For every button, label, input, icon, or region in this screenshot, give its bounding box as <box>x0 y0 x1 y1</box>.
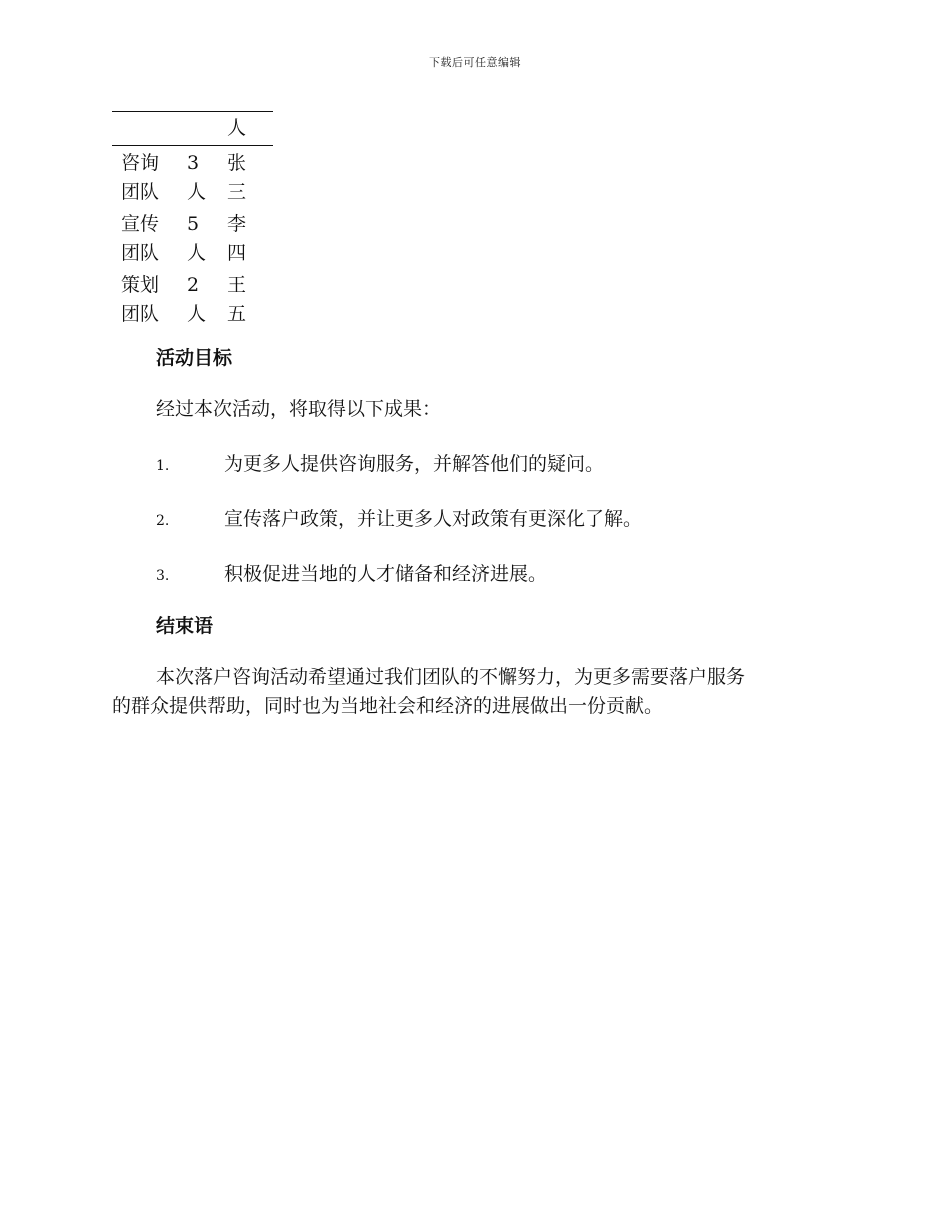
team-leader-line: 王 <box>227 274 247 296</box>
list-item-number: 2. <box>156 513 170 529</box>
goals-intro: 经过本次活动，将取得以下成果： <box>156 398 442 420</box>
list-item-text: 为更多人提供咨询服务，并解答他们的疑问。 <box>224 453 605 475</box>
team-name-line: 策划 <box>121 274 160 296</box>
conclusion-line: 本次落户咨询活动希望通过我们团队的不懈努力，为更多需要落户服务 <box>156 666 746 688</box>
page-header: 下载后可任意编辑 <box>429 56 521 69</box>
team-count-line: 2 <box>187 274 200 296</box>
document-body <box>112 340 832 721</box>
team-count-line: 5 <box>187 213 200 235</box>
team-leader-cell <box>227 210 267 268</box>
team-name-line: 宣传 <box>121 213 160 235</box>
team-name-line: 咨询 <box>121 152 160 174</box>
conclusion-line: 的群众提供帮助，同时也为当地社会和经济的进展做出一份贡献。 <box>112 695 664 717</box>
list-item <box>112 450 832 479</box>
team-name-line: 团队 <box>121 242 160 264</box>
team-count-cell <box>187 149 227 207</box>
list-item-text: 宣传落户政策，并让更多人对政策有更深化了解。 <box>224 508 643 530</box>
team-leader-line: 五 <box>227 303 247 325</box>
list-item <box>112 560 832 589</box>
list-item-number: 3. <box>156 568 170 584</box>
team-count-line: 人 <box>187 181 207 203</box>
table-header-row <box>112 112 273 146</box>
team-name-cell <box>121 210 187 268</box>
team-name-cell <box>121 149 187 207</box>
team-name-line: 团队 <box>121 181 160 203</box>
team-name-line: 团队 <box>121 303 160 325</box>
conclusion-paragraph <box>112 663 832 721</box>
team-table <box>112 111 273 329</box>
conclusion-heading: 结束语 <box>156 615 214 637</box>
team-count-line: 3 <box>187 152 200 174</box>
list-item-text: 积极促进当地的人才储备和经济进展。 <box>224 563 548 585</box>
team-count-cell <box>187 210 227 268</box>
team-count-line: 人 <box>187 303 207 325</box>
team-leader-line: 三 <box>227 181 247 203</box>
list-item-number: 1. <box>156 458 170 474</box>
team-leader-cell <box>227 271 267 329</box>
table-row <box>112 149 273 207</box>
team-count-line: 人 <box>187 242 207 264</box>
team-count-cell <box>187 271 227 329</box>
list-item <box>112 505 832 534</box>
goals-heading: 活动目标 <box>156 347 233 369</box>
team-leader-cell <box>227 149 267 207</box>
table-row <box>112 210 273 268</box>
team-leader-line: 李 <box>227 213 247 235</box>
team-leader-line: 四 <box>227 242 247 264</box>
table-header-leader: 人 <box>227 117 247 139</box>
table-row <box>112 271 273 329</box>
team-name-cell <box>121 271 187 329</box>
team-leader-line: 张 <box>227 152 247 174</box>
